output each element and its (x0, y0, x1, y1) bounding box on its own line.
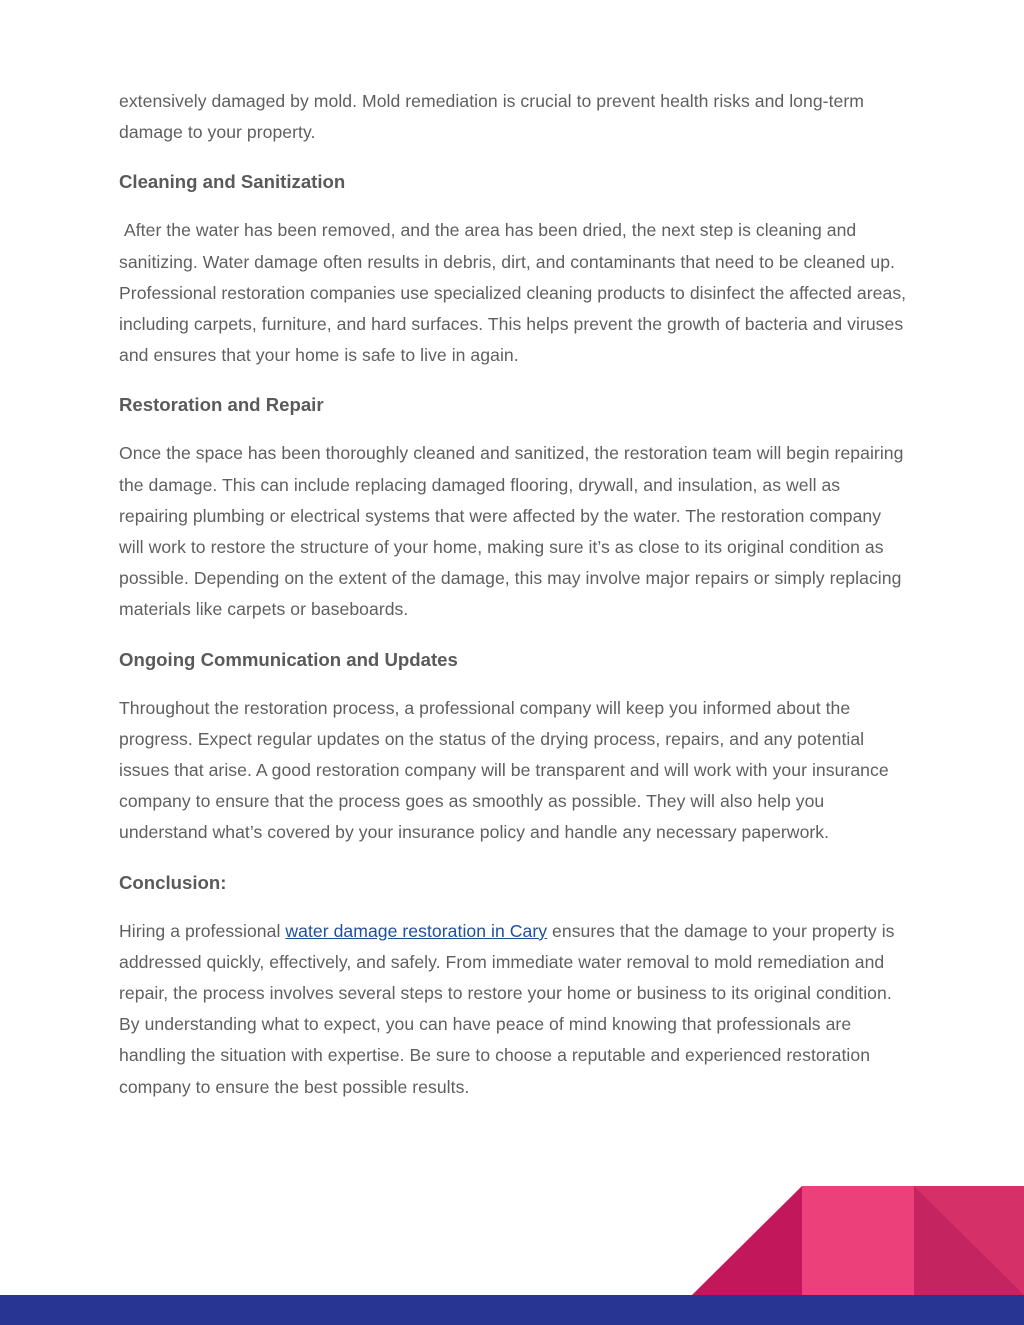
accent-triangle-dark (692, 1186, 802, 1295)
conclusion-text-after-link: ensures that the damage to your property is addressed quickly, effectively, and safely. From immediate water removal to mold remediation and repair, the process involves several steps to restore your home or business to its original condition. By understanding what to expect, you can have peace of mind knowing that professionals are handling the situation with expertise. Be sure to choose a reputable and experienced restoration company to ensure the best possible results. (119, 920, 895, 1097)
intro-tail-paragraph: extensively damaged by mold. Mold remediation is crucial to prevent health risks and long-term damage to your property. (119, 91, 864, 143)
conclusion-heading: Conclusion: (119, 871, 227, 893)
accent-block-mid (914, 1186, 1024, 1295)
document-body (119, 86, 912, 1103)
conclusion-text-before-link: Hiring a professional (119, 920, 286, 941)
cleaning-heading: Cleaning and Sanitization (119, 171, 346, 193)
accent-fold-shadow (914, 1186, 1024, 1295)
water-damage-restoration-link[interactable]: water damage restoration in Cary (285, 920, 548, 941)
conclusion-paragraph (119, 916, 909, 1103)
footer-band (0, 1295, 1024, 1325)
restoration-heading: Restoration and Repair (119, 394, 324, 416)
communication-heading: Ongoing Communication and Updates (119, 648, 458, 670)
communication-paragraph: Throughout the restoration process, a professional company will keep you informed about the progress. Expect regular updates on the status of the drying process, repairs, and any potential issues that arise. A good restoration company will be transparent and will work with your insurance company to ensure that the process goes as smoothly as possible. They will also help you understand what’s covered by your insurance policy and handle any necessary paperwork. (119, 697, 889, 843)
accent-block-pink (802, 1186, 914, 1295)
cleaning-paragraph: After the water has been removed, and the area has been dried, the next step is cleaning and sanitizing. Water damage often results in debris, dirt, and contaminants that need to be cleaned up. Professional restoration companies use specialized cleaning products to disinfect the affected areas, including carpets, furniture, and hard surfaces. This helps prevent the growth of bacteria and viruses and ensures that your home is safe to live in again. (119, 220, 912, 366)
restoration-paragraph: Once the space has been thoroughly cleaned and sanitized, the restoration team will begin repairing the damage. This can include replacing damaged flooring, drywall, and insulation, as well as repairing plumbing or electrical systems that were affected by the water. The restoration company will work to restore the structure of your home, making sure it’s as close to its original condition as possible. Depending on the extent of the damage, this may involve major repairs or simply replacing materials like carpets or baseboards. (119, 443, 904, 620)
